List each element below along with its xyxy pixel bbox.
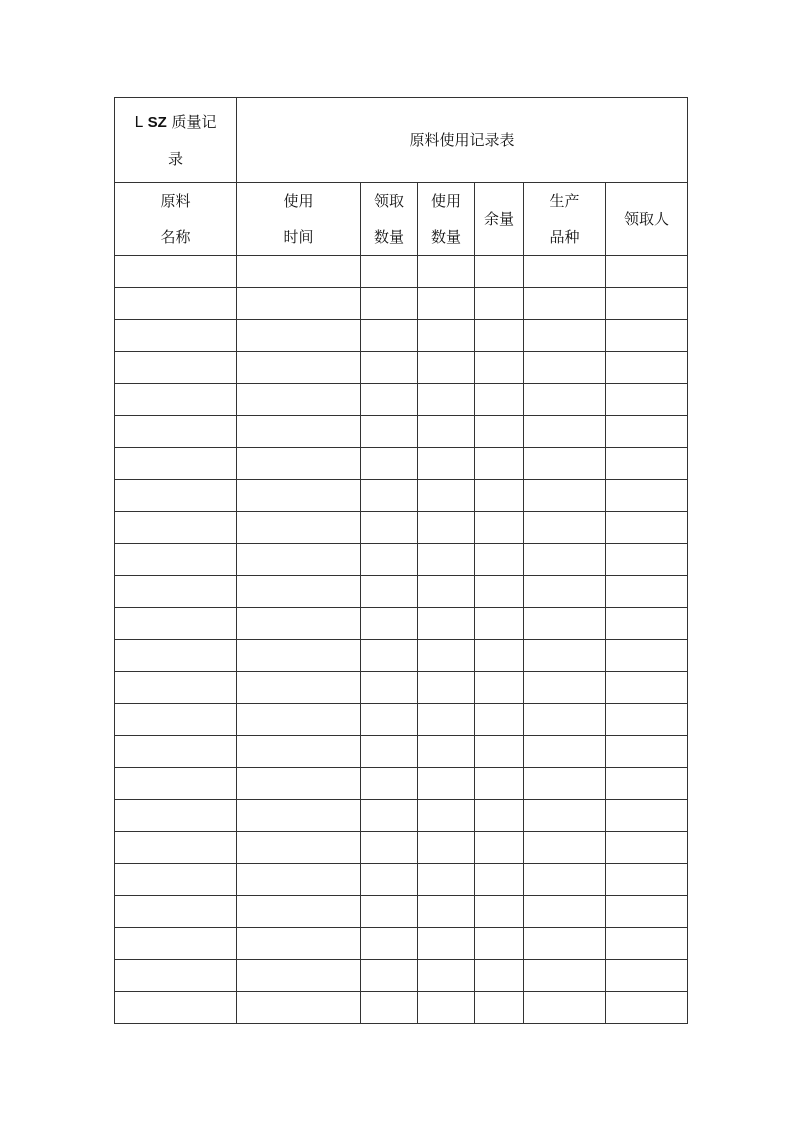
cell-product-type[interactable] [524,704,606,736]
cell-material-name[interactable] [115,384,237,416]
cell-recipient[interactable] [606,512,688,544]
cell-recipient[interactable] [606,256,688,288]
form-title: 原料使用记录表 [237,98,688,183]
cell-received-quantity[interactable] [361,320,418,352]
table-row [115,480,688,512]
cell-usage-time[interactable] [237,576,361,608]
cell-material-name[interactable] [115,800,237,832]
cell-used-quantity[interactable] [418,544,475,576]
header-used-quantity: 使用 数量 [418,183,475,256]
cell-received-quantity[interactable] [361,768,418,800]
cell-recipient[interactable] [606,640,688,672]
table-row [115,768,688,800]
cell-remaining[interactable] [475,960,524,992]
org-code: SZ [147,113,167,131]
material-usage-record-table [114,97,688,1024]
cell-usage-time[interactable] [237,832,361,864]
table-row [115,288,688,320]
cell-product-type[interactable] [524,640,606,672]
cell-product-type[interactable] [524,864,606,896]
table-row [115,448,688,480]
cell-product-type[interactable] [524,672,606,704]
cell-product-type[interactable] [524,544,606,576]
cell-usage-time[interactable] [237,480,361,512]
table-row [115,736,688,768]
cell-used-quantity[interactable] [418,384,475,416]
cell-material-name[interactable] [115,448,237,480]
cell-used-quantity[interactable] [418,736,475,768]
cell-used-quantity[interactable] [418,960,475,992]
cell-received-quantity[interactable] [361,960,418,992]
cell-received-quantity[interactable] [361,384,418,416]
cell-recipient[interactable] [606,896,688,928]
cell-received-quantity[interactable] [361,608,418,640]
cell-product-type[interactable] [524,352,606,384]
header-row [115,183,688,256]
cell-recipient[interactable] [606,448,688,480]
cell-product-type[interactable] [524,736,606,768]
cell-product-type[interactable] [524,288,606,320]
table-row [115,640,688,672]
cell-material-name[interactable] [115,960,237,992]
cell-recipient[interactable] [606,704,688,736]
cell-product-type[interactable] [524,960,606,992]
cell-received-quantity[interactable] [361,544,418,576]
cell-usage-time[interactable] [237,288,361,320]
cell-received-quantity[interactable] [361,928,418,960]
header-remaining: 余量 [475,183,524,256]
cell-recipient[interactable] [606,544,688,576]
cell-remaining[interactable] [475,288,524,320]
cell-remaining[interactable] [475,576,524,608]
cell-recipient[interactable] [606,288,688,320]
table-row [115,544,688,576]
cell-usage-time[interactable] [237,736,361,768]
table-row [115,416,688,448]
cell-remaining[interactable] [475,512,524,544]
cell-remaining[interactable] [475,352,524,384]
cell-remaining[interactable] [475,384,524,416]
cell-used-quantity[interactable] [418,352,475,384]
cell-recipient[interactable] [606,928,688,960]
table-row [115,928,688,960]
cell-remaining[interactable] [475,480,524,512]
cell-remaining[interactable] [475,256,524,288]
cell-used-quantity[interactable] [418,640,475,672]
cell-recipient[interactable] [606,672,688,704]
cell-usage-time[interactable] [237,352,361,384]
cell-used-quantity[interactable] [418,864,475,896]
table-row [115,800,688,832]
cell-recipient[interactable] [606,608,688,640]
cell-remaining[interactable] [475,544,524,576]
cell-used-quantity[interactable] [418,896,475,928]
table-row [115,320,688,352]
table-row [115,576,688,608]
cell-received-quantity[interactable] [361,864,418,896]
cell-material-name[interactable] [115,704,237,736]
org-prefix: L [134,112,143,131]
table-row [115,608,688,640]
cell-usage-time[interactable] [237,672,361,704]
cell-remaining[interactable] [475,736,524,768]
cell-usage-time[interactable] [237,704,361,736]
cell-product-type[interactable] [524,800,606,832]
cell-remaining[interactable] [475,992,524,1024]
cell-received-quantity[interactable] [361,352,418,384]
cell-remaining[interactable] [475,768,524,800]
cell-recipient[interactable] [606,864,688,896]
cell-remaining[interactable] [475,896,524,928]
cell-product-type[interactable] [524,608,606,640]
quality-record-text: 质量记 [171,112,217,131]
cell-remaining[interactable] [475,832,524,864]
cell-recipient[interactable] [606,992,688,1024]
cell-received-quantity[interactable] [361,704,418,736]
cell-material-name[interactable] [115,320,237,352]
cell-received-quantity[interactable] [361,480,418,512]
quality-record-label [115,98,237,183]
cell-received-quantity[interactable] [361,800,418,832]
cell-usage-time[interactable] [237,544,361,576]
cell-recipient[interactable] [606,352,688,384]
cell-product-type[interactable] [524,320,606,352]
cell-used-quantity[interactable] [418,416,475,448]
cell-material-name[interactable] [115,288,237,320]
cell-material-name[interactable] [115,768,237,800]
cell-remaining[interactable] [475,320,524,352]
cell-material-name[interactable] [115,672,237,704]
cell-material-name[interactable] [115,992,237,1024]
cell-material-name[interactable] [115,352,237,384]
cell-material-name[interactable] [115,640,237,672]
quality-record-label-line1 [115,104,236,141]
table-row [115,512,688,544]
cell-usage-time[interactable] [237,896,361,928]
cell-recipient[interactable] [606,576,688,608]
cell-recipient[interactable] [606,960,688,992]
cell-used-quantity[interactable] [418,832,475,864]
cell-used-quantity[interactable] [418,288,475,320]
cell-used-quantity[interactable] [418,704,475,736]
table-row [115,864,688,896]
cell-material-name[interactable] [115,480,237,512]
cell-usage-time[interactable] [237,320,361,352]
cell-received-quantity[interactable] [361,256,418,288]
header-usage-time: 使用 时间 [237,183,361,256]
cell-product-type[interactable] [524,512,606,544]
cell-material-name[interactable] [115,256,237,288]
quality-record-label-line2: 录 [167,149,183,168]
cell-product-type[interactable] [524,768,606,800]
table-row [115,672,688,704]
cell-product-type[interactable] [524,928,606,960]
cell-material-name[interactable] [115,832,237,864]
cell-usage-time[interactable] [237,512,361,544]
cell-used-quantity[interactable] [418,448,475,480]
cell-product-type[interactable] [524,256,606,288]
cell-product-type[interactable] [524,896,606,928]
cell-received-quantity[interactable] [361,288,418,320]
cell-product-type[interactable] [524,576,606,608]
cell-usage-time[interactable] [237,864,361,896]
header-received-quantity: 领取 数量 [361,183,418,256]
cell-used-quantity[interactable] [418,480,475,512]
cell-used-quantity[interactable] [418,672,475,704]
cell-remaining[interactable] [475,800,524,832]
cell-material-name[interactable] [115,512,237,544]
cell-used-quantity[interactable] [418,320,475,352]
cell-recipient[interactable] [606,736,688,768]
cell-usage-time[interactable] [237,928,361,960]
cell-recipient[interactable] [606,480,688,512]
table-row [115,704,688,736]
cell-product-type[interactable] [524,384,606,416]
header-material-name: 原料 名称 [115,183,237,256]
cell-usage-time[interactable] [237,960,361,992]
cell-usage-time[interactable] [237,640,361,672]
cell-used-quantity[interactable] [418,512,475,544]
cell-received-quantity[interactable] [361,672,418,704]
cell-usage-time[interactable] [237,448,361,480]
cell-usage-time[interactable] [237,992,361,1024]
cell-received-quantity[interactable] [361,576,418,608]
cell-material-name[interactable] [115,864,237,896]
cell-remaining[interactable] [475,608,524,640]
header-product-type: 生产 品种 [524,183,606,256]
cell-used-quantity[interactable] [418,800,475,832]
cell-material-name[interactable] [115,576,237,608]
cell-material-name[interactable] [115,416,237,448]
table-row [115,960,688,992]
cell-received-quantity[interactable] [361,448,418,480]
cell-material-name[interactable] [115,928,237,960]
cell-received-quantity[interactable] [361,512,418,544]
cell-used-quantity[interactable] [418,576,475,608]
cell-product-type[interactable] [524,992,606,1024]
cell-product-type[interactable] [524,480,606,512]
cell-used-quantity[interactable] [418,928,475,960]
cell-product-type[interactable] [524,448,606,480]
cell-usage-time[interactable] [237,800,361,832]
cell-recipient[interactable] [606,384,688,416]
cell-usage-time[interactable] [237,768,361,800]
cell-received-quantity[interactable] [361,896,418,928]
cell-recipient[interactable] [606,768,688,800]
cell-product-type[interactable] [524,416,606,448]
table-row [115,352,688,384]
cell-used-quantity[interactable] [418,608,475,640]
title-row [115,98,688,183]
cell-received-quantity[interactable] [361,736,418,768]
cell-used-quantity[interactable] [418,768,475,800]
cell-received-quantity[interactable] [361,640,418,672]
cell-usage-time[interactable] [237,384,361,416]
cell-recipient[interactable] [606,320,688,352]
table-row [115,256,688,288]
cell-material-name[interactable] [115,608,237,640]
cell-remaining[interactable] [475,416,524,448]
table-row [115,992,688,1024]
cell-remaining[interactable] [475,864,524,896]
cell-remaining[interactable] [475,448,524,480]
cell-material-name[interactable] [115,736,237,768]
cell-remaining[interactable] [475,928,524,960]
cell-used-quantity[interactable] [418,992,475,1024]
cell-remaining[interactable] [475,640,524,672]
cell-usage-time[interactable] [237,256,361,288]
table-row [115,896,688,928]
cell-usage-time[interactable] [237,416,361,448]
cell-received-quantity[interactable] [361,832,418,864]
cell-usage-time[interactable] [237,608,361,640]
cell-material-name[interactable] [115,544,237,576]
header-recipient: 领取人 [606,183,688,256]
cell-product-type[interactable] [524,832,606,864]
cell-recipient[interactable] [606,832,688,864]
cell-recipient[interactable] [606,800,688,832]
cell-recipient[interactable] [606,416,688,448]
cell-remaining[interactable] [475,704,524,736]
table-row [115,384,688,416]
cell-received-quantity[interactable] [361,416,418,448]
cell-received-quantity[interactable] [361,992,418,1024]
cell-remaining[interactable] [475,672,524,704]
cell-used-quantity[interactable] [418,256,475,288]
table-row [115,832,688,864]
cell-material-name[interactable] [115,896,237,928]
